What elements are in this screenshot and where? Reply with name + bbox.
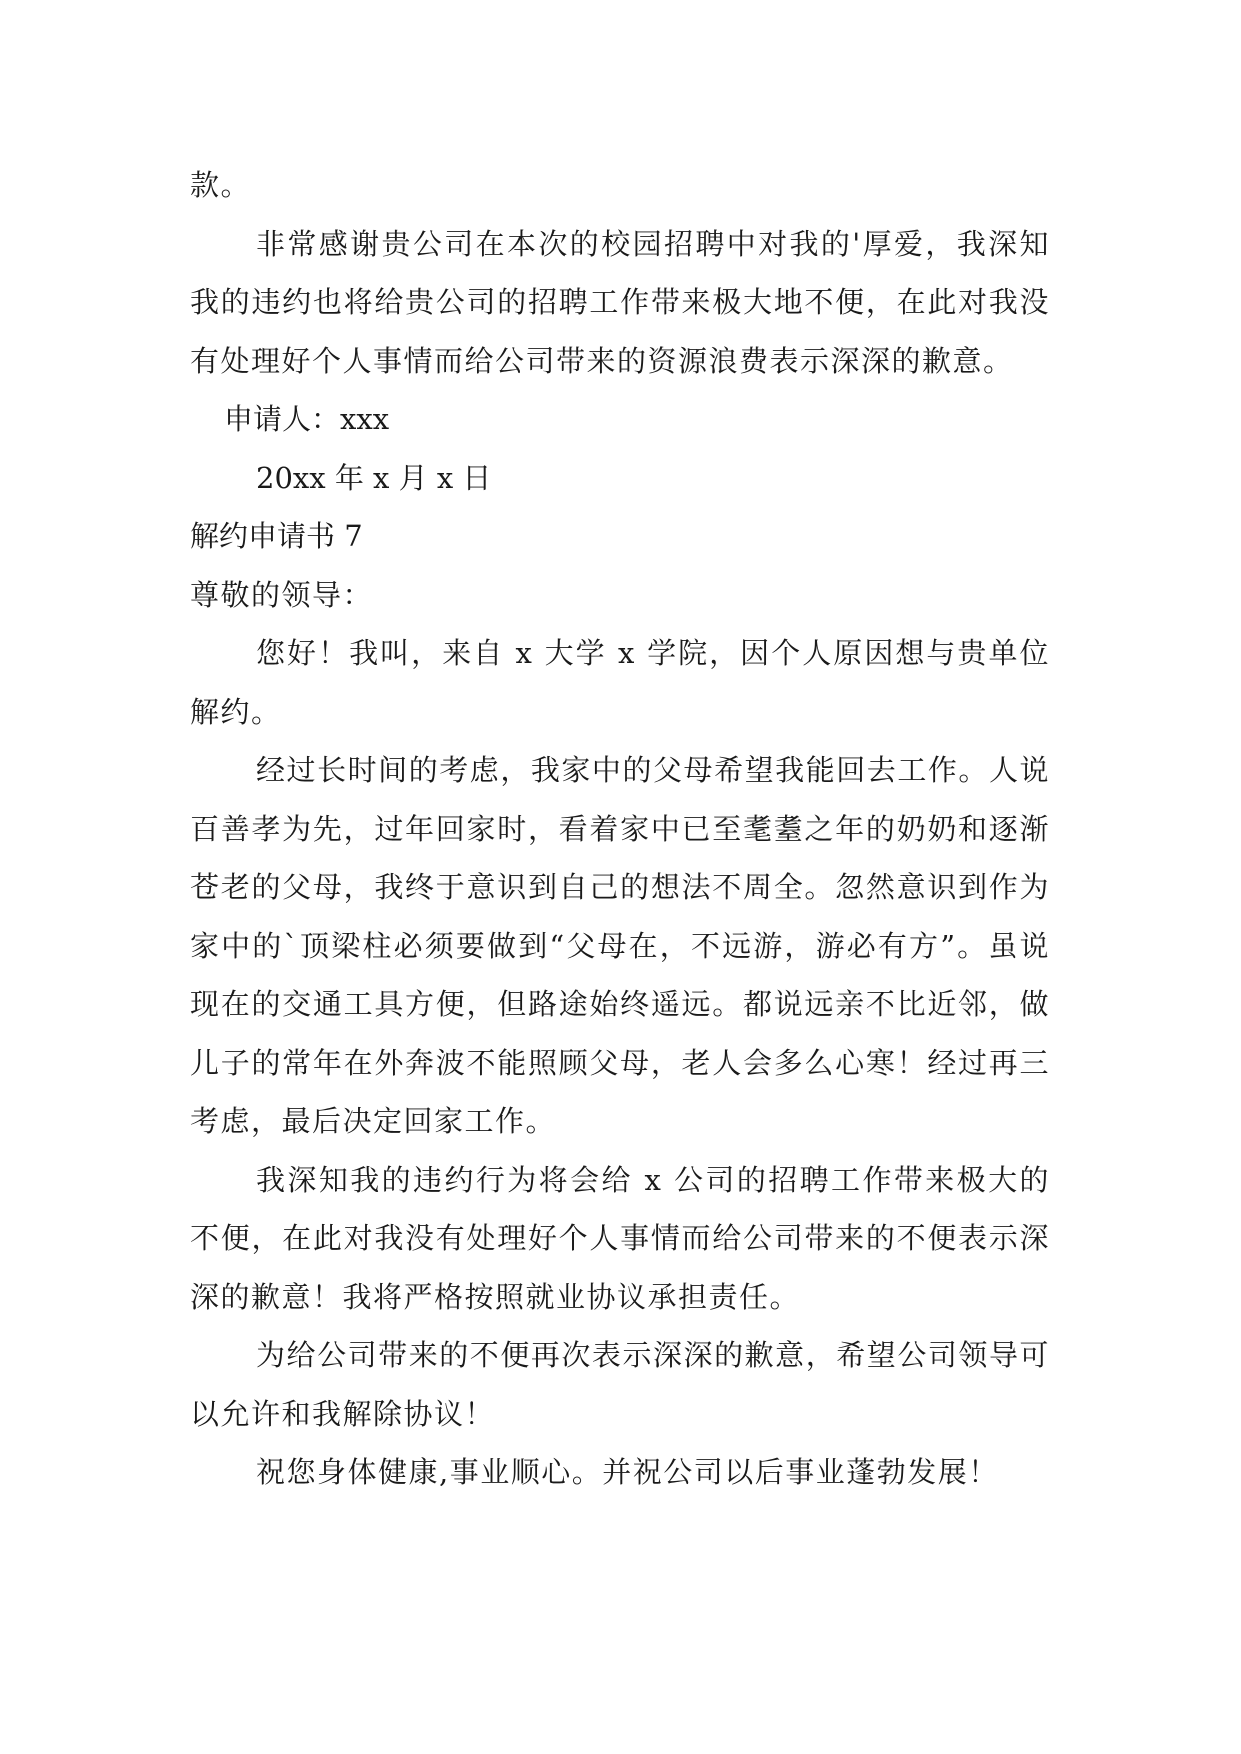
greeting-paragraph: 您好！我叫，来自 x 大学 x 学院，因个人原因想与贵单位解约。: [190, 636, 1050, 729]
salutation: 尊敬的领导：: [190, 577, 374, 612]
signature-date: 20xx 年 x 月 x 日: [256, 460, 492, 495]
closing-wishes: 祝您身体健康,事业顺心。并祝公司以后事业蓬勃发展！: [256, 1455, 999, 1489]
request-paragraph: 为给公司带来的不便再次表示深深的歉意，希望公司领导可以允许和我解除协议！: [190, 1338, 1050, 1431]
apology-paragraph: 我深知我的违约行为将会给 x 公司的招聘工作带来极大的不便，在此对我没有处理好个人事情而给公司带来的不便表示深深的歉意！我将严格按照就业协议承担责任。: [190, 1162, 1050, 1314]
section-heading: 解约申请书 7: [190, 519, 363, 553]
thanks-paragraph: 非常感谢贵公司在本次的校园招聘中对我的'厚爱，我深知我的违约也将给贵公司的招聘工作带来极大地不便，在此对我没有处理好个人事情而给公司带来的资源浪费表示深深的歉意。: [190, 226, 1050, 378]
applicant-signature: 申请人：xxx: [224, 402, 390, 436]
document-body: [190, 156, 1050, 1502]
reason-paragraph: 经过长时间的考虑，我家中的父母希望我能回去工作。人说百善孝为先，过年回家时，看着家中已至耄耋之年的奶奶和逐渐苍老的父母，我终于意识到自己的想法不周全。忽然意识到作为家中的`顶梁柱必须要做到“父母在，不远游，游必有方”。虽说现在的交通工具方便，但路途始终遥远。都说远亲不比近邻，做儿子的常年在外奔波不能照顾父母，老人会多么心寒！经过再三考虑，最后决定回家工作。: [190, 753, 1050, 1138]
continuation-paragraph: 款。: [190, 168, 252, 202]
